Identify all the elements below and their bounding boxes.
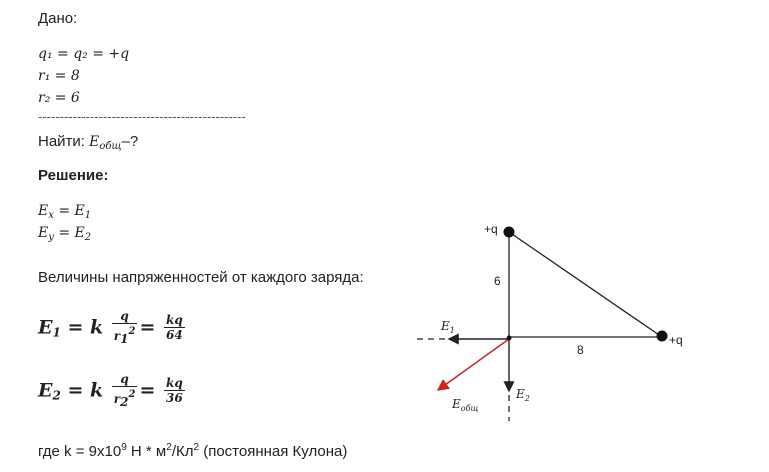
e1-label: $E_1$ [441,319,455,335]
coulomb-constant: где $k = 9x10^9$ Н * $м^2/Кл^2$ (постоянная Кулона) [38,442,348,460]
formula-e1: $E_1 = k$ $\frac{q}{r_1^2}$ = $\frac{kq}{64}$ [38,309,183,346]
find-label: Найти: [38,133,85,150]
side-hypotenuse [509,232,662,337]
given-r2: r₂ = 6 [38,90,80,106]
e2-label: $E_2$ [516,387,530,403]
find-question: –? [121,133,139,150]
side-vertical-label: 6 [494,274,501,288]
magnitudes-text: Величины напряженностей от каждого заряда: [38,269,364,286]
origin-point [507,336,512,341]
separator-line: ------------------------------------------------ [38,109,246,124]
find-variable: $E_{общ}$ [89,134,122,152]
solution-heading: Решение: [38,167,109,184]
charge-top-label: +q [484,222,498,236]
charge-right-dot [657,331,668,342]
formula-e2: $E_2 = k$ $\frac{q}{r_2^2}$ = $\frac{kq}{36}$ [38,372,183,409]
given-heading: Дано: [38,10,78,27]
eq-ex: $E_x = E_1$ [38,203,92,221]
given-charges: q₁ = q₂ = +q [38,46,130,62]
given-r1: r₁ = 8 [38,68,80,84]
charge-top-dot [504,227,515,238]
charge-right-label: +q [669,333,683,347]
etotal-label: $E_{общ}$ [452,397,479,413]
side-horizontal-label: 8 [577,343,584,357]
eq-ey: $E_y = E_2$ [38,225,92,243]
etotal-vector [438,339,509,390]
